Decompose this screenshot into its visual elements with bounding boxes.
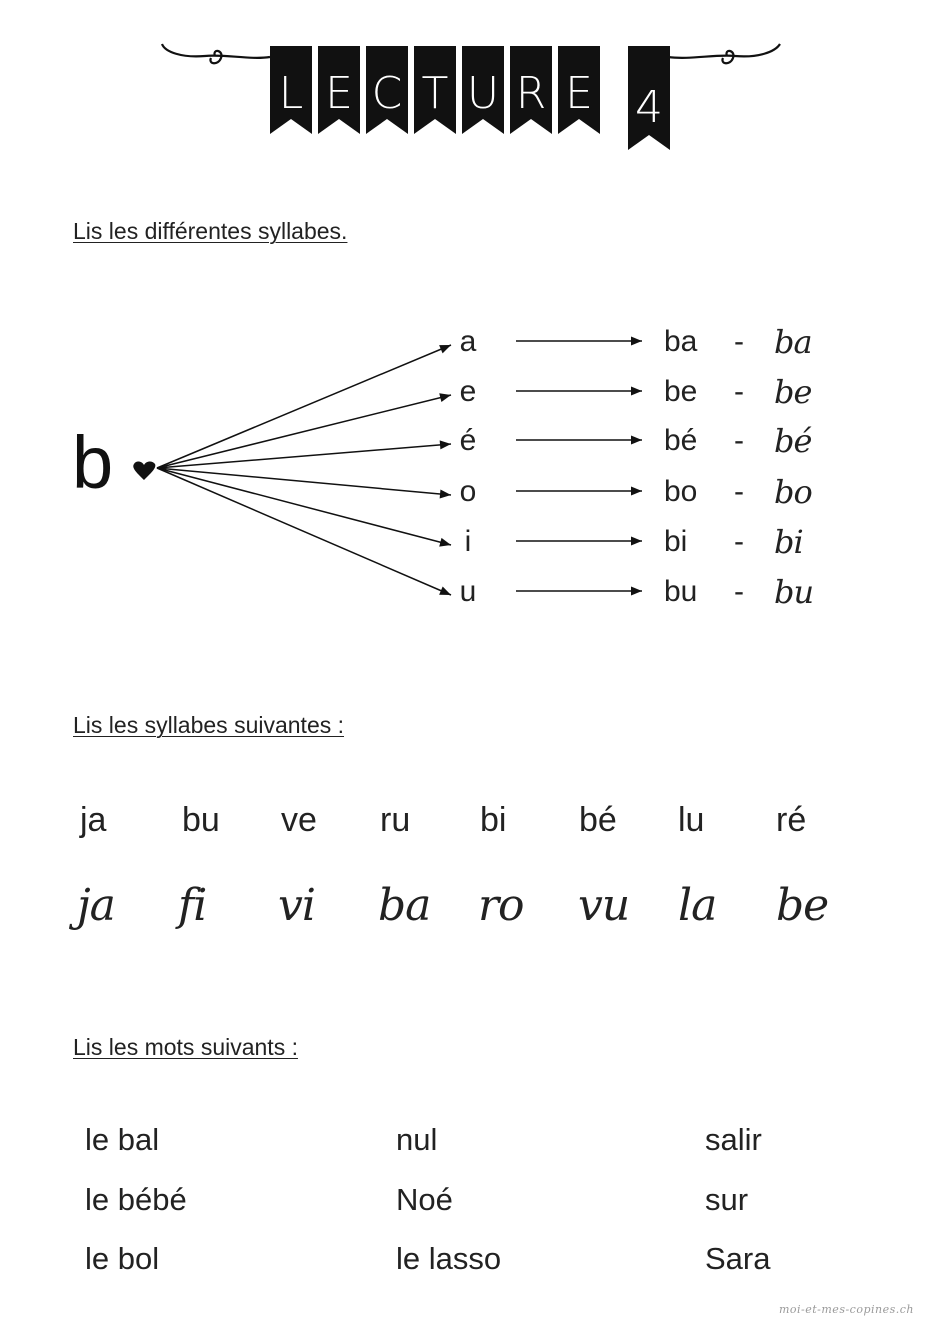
row-arrow: [516, 487, 642, 496]
word-item: le bol: [85, 1241, 160, 1276]
vowel: o: [459, 475, 477, 508]
instruction-read-words: Lis les mots suivants :: [73, 1034, 298, 1060]
word-item: nul: [396, 1122, 438, 1157]
banner-letter: U: [466, 68, 500, 119]
syllable-dash: -: [734, 525, 744, 558]
fan-arrow: [157, 468, 451, 547]
banner-letter: L: [278, 68, 304, 119]
banner-letter: E: [565, 68, 593, 119]
row-arrow: [516, 436, 642, 445]
vowel: a: [459, 325, 477, 358]
syllable-dash: -: [734, 575, 744, 608]
fan-arrow: [157, 393, 451, 468]
print-syllable-item: ru: [380, 801, 411, 839]
row-arrow: [516, 337, 642, 346]
print-syllable: be: [664, 375, 698, 408]
vowel: e: [459, 375, 477, 408]
cursive-syllable-item: ro: [478, 880, 524, 931]
word-item: salir: [705, 1122, 762, 1157]
banner-letter: R: [515, 68, 547, 119]
cursive-syllable: ba: [774, 323, 812, 361]
cursive-syllable-item: fi: [178, 880, 207, 931]
fan-arrow: [157, 468, 451, 595]
print-syllable-item: ja: [80, 801, 107, 839]
row-arrow: [516, 537, 642, 546]
print-syllable: ba: [664, 325, 698, 358]
title-banner: [0, 0, 940, 170]
cursive-syllable-item: ba: [378, 880, 431, 931]
word-item: le lasso: [396, 1241, 502, 1276]
cursive-syllable-item: ja: [77, 880, 115, 931]
row-arrow: [516, 387, 642, 396]
cursive-syllable-item: vu: [578, 880, 630, 931]
banner-letter: T: [421, 68, 449, 119]
heart-icon: [133, 461, 155, 480]
cursive-syllable: bé: [774, 422, 812, 460]
instruction-read-syllables: Lis les différentes syllabes.: [73, 218, 348, 244]
cursive-syllable-item: vi: [278, 880, 315, 931]
syllable-dash: -: [734, 475, 744, 508]
cursive-syllable: be: [774, 373, 812, 411]
cursive-syllable: bi: [774, 523, 803, 561]
print-syllable: bu: [664, 575, 698, 608]
cursive-syllable: bo: [774, 473, 812, 511]
footer-credit: moi-et-mes-copines.ch: [778, 1303, 914, 1316]
print-syllable-item: bi: [480, 801, 507, 839]
cursive-syllable: bu: [774, 573, 814, 611]
fan-arrow: [157, 468, 451, 498]
word-item: le bébé: [85, 1182, 187, 1217]
syllable-dash: -: [734, 325, 744, 358]
vowel: u: [459, 575, 477, 608]
word-item: Noé: [396, 1182, 453, 1217]
print-syllable: bo: [664, 475, 698, 508]
fan-arrow: [157, 440, 451, 468]
consonant-letter: b: [72, 421, 114, 504]
print-syllable-item: lu: [678, 801, 705, 839]
word-item: sur: [705, 1182, 749, 1217]
fan-arrow: [157, 345, 451, 468]
cursive-syllable-item: la: [678, 880, 717, 931]
print-syllable-item: ve: [281, 801, 317, 839]
row-arrow: [516, 587, 642, 596]
syllable-dash: -: [734, 375, 744, 408]
cursive-syllable-item: be: [776, 880, 829, 931]
instruction-read-following-syllables: Lis les syllabes suivantes :: [73, 712, 345, 738]
vowel: i: [464, 525, 472, 558]
banner-number: 4: [635, 82, 663, 133]
print-syllable-item: ré: [776, 801, 807, 839]
vowel: é: [459, 424, 477, 457]
banner-letter: C: [371, 68, 403, 119]
word-item: le bal: [85, 1122, 160, 1157]
print-syllable-item: bu: [182, 801, 220, 839]
syllable-dash: -: [734, 424, 744, 457]
print-syllable: bi: [664, 525, 688, 558]
print-syllable: bé: [664, 424, 698, 457]
print-syllable-item: bé: [579, 801, 617, 839]
word-item: Sara: [705, 1241, 771, 1276]
banner-letter: E: [325, 68, 353, 119]
